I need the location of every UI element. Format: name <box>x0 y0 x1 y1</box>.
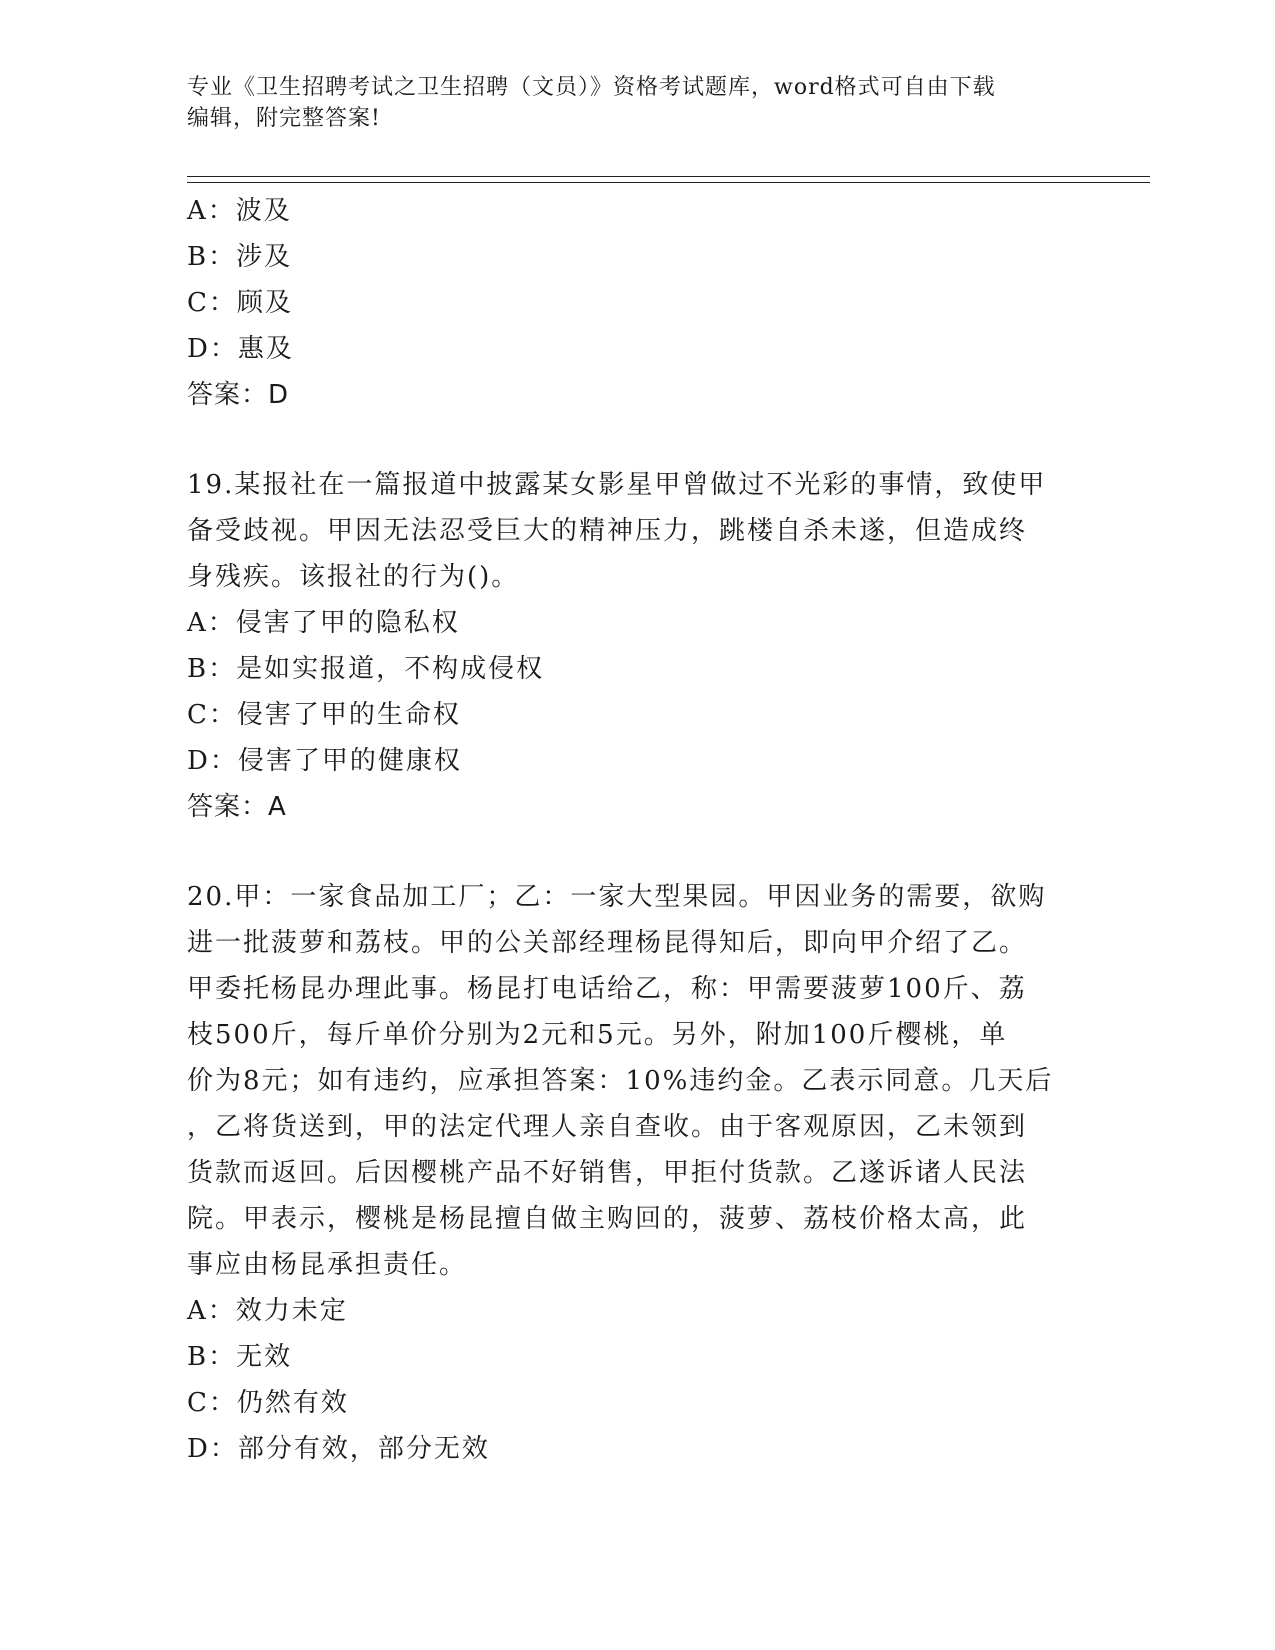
question-18 <box>187 188 1077 418</box>
option-c: C：顾及 <box>187 288 293 318</box>
header-line-1: 专业《卫生招聘考试之卫生招聘（文员）》资格考试题库，word格式可自由下载 <box>187 75 996 100</box>
question-stem-line: 19.某报社在一篇报道中披露某女影星甲曾做过不光彩的事情，致使甲 <box>187 470 1047 500</box>
question-stem-line: 价为8元；如有违约，应承担答案：10%违约金。乙表示同意。几天后 <box>187 1066 1054 1096</box>
question-19 <box>187 462 1077 830</box>
header-divider <box>187 176 1150 183</box>
spacer <box>187 830 1077 874</box>
spacer <box>187 418 1077 462</box>
question-stem-line: ，乙将货送到，甲的法定代理人亲自查收。由于客观原因，乙未领到 <box>187 1112 1028 1142</box>
option-a: A：侵害了甲的隐私权 <box>187 608 460 638</box>
option-d: D：部分有效，部分无效 <box>187 1434 490 1464</box>
option-c: C：仍然有效 <box>187 1388 349 1418</box>
answer-line: 答案：D <box>187 380 290 410</box>
document-header <box>187 72 1067 134</box>
question-stem-line: 货款而返回。后因樱桃产品不好销售，甲拒付货款。乙遂诉诸人民法 <box>187 1158 1028 1188</box>
option-d: D：惠及 <box>187 334 294 364</box>
answer-line: 答案：A <box>187 792 287 822</box>
option-a: A：波及 <box>187 196 292 226</box>
document-body <box>187 188 1077 1472</box>
question-stem-line: 事应由杨昆承担责任。 <box>187 1250 468 1280</box>
option-b: B：涉及 <box>187 242 293 272</box>
option-d: D：侵害了甲的健康权 <box>187 746 462 776</box>
question-stem-line: 备受歧视。甲因无法忍受巨大的精神压力，跳楼自杀未遂，但造成终 <box>187 516 1028 546</box>
question-stem-line: 甲委托杨昆办理此事。杨昆打电话给乙，称：甲需要菠萝100斤、荔 <box>187 974 1027 1004</box>
question-stem-line: 进一批菠萝和荔枝。甲的公关部经理杨昆得知后，即向甲介绍了乙。 <box>187 928 1028 958</box>
question-stem-line: 身残疾。该报社的行为()。 <box>187 562 520 592</box>
question-stem-line: 枝500斤，每斤单价分别为2元和5元。另外，附加100斤樱桃，单 <box>187 1020 1008 1050</box>
option-a: A：效力未定 <box>187 1296 348 1326</box>
question-stem-line: 20.甲：一家食品加工厂；乙：一家大型果园。甲因业务的需要，欲购 <box>187 882 1047 912</box>
option-b: B：是如实报道，不构成侵权 <box>187 654 545 684</box>
option-c: C：侵害了甲的生命权 <box>187 700 461 730</box>
question-20 <box>187 874 1077 1472</box>
header-line-2: 编辑，附完整答案! <box>187 106 381 131</box>
question-stem-line: 院。甲表示，樱桃是杨昆擅自做主购回的，菠萝、荔枝价格太高，此 <box>187 1204 1028 1234</box>
option-b: B：无效 <box>187 1342 293 1372</box>
